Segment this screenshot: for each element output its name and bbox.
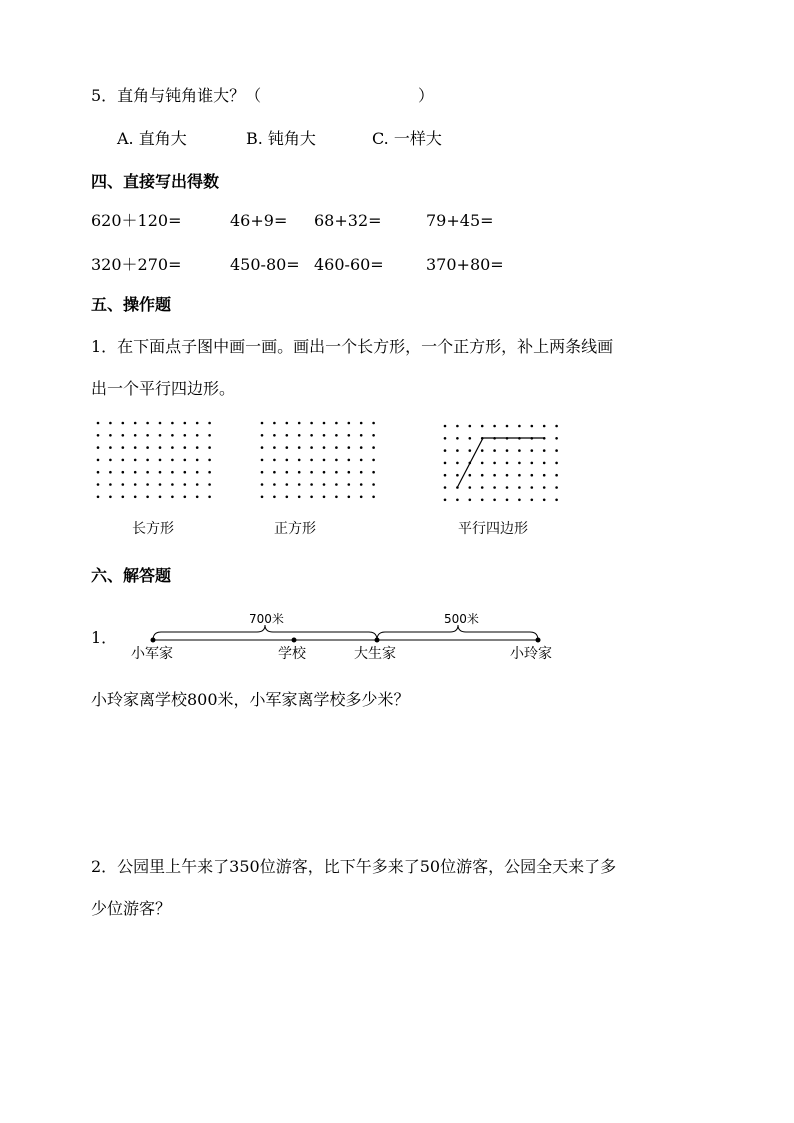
grid-label-square: 正方形 <box>274 521 316 537</box>
q5-option-a: A. 直角大 <box>117 129 187 148</box>
calc-r2-c1: 320＋270= <box>91 255 182 274</box>
brace-right <box>377 625 538 640</box>
brace-left <box>153 625 377 640</box>
calc-r1-c3: 68+32= <box>314 211 382 230</box>
section6-q1-text: 小玲家离学校800米，小军家离学校多少米？ <box>91 690 410 709</box>
section5-q1-line2: 出一个平行四边形。 <box>91 379 236 398</box>
q5-option-c: C. 一样大 <box>372 129 442 148</box>
place-label-xiaojun: 小军家 <box>131 646 173 662</box>
section6-q2-line2: 少位游客？ <box>91 899 172 918</box>
grid-label-parallelogram: 平行四边形 <box>458 521 528 537</box>
point-school <box>292 638 297 643</box>
distance-label-700: 700米 <box>249 612 284 626</box>
section4-title: 四、直接写出得数 <box>91 172 220 191</box>
calc-r1-c2: 46+9= <box>230 211 288 230</box>
calc-r2-c3: 460-60= <box>314 255 384 274</box>
section6-title: 六、解答题 <box>91 566 172 585</box>
distance-label-500: 500米 <box>444 612 479 626</box>
calc-r2-c4: 370+80= <box>426 255 504 274</box>
place-label-xiaoling: 小玲家 <box>510 646 552 662</box>
section5-q1-line1: 1．在下面点子图中画一画。画出一个长方形，一个正方形，补上两条线画 <box>91 337 614 356</box>
calc-r1-c4: 79+45= <box>426 211 494 230</box>
calc-r2-c2: 450-80= <box>230 255 300 274</box>
q5-close-paren: ） <box>418 86 435 105</box>
section6-q2-line1: 2．公园里上午来了350位游客，比下午多来了50位游客，公园全天来了多 <box>91 857 617 876</box>
place-label-dasheng: 大生家 <box>354 646 396 662</box>
q5-text: 5．直角与钝角谁大？（ <box>91 86 262 105</box>
section6-q1-number: 1． <box>91 628 118 647</box>
q5-option-b: B. 钝角大 <box>246 129 316 148</box>
grid-label-rectangle: 长方形 <box>132 521 174 537</box>
place-label-school: 学校 <box>278 646 306 662</box>
calc-r1-c1: 620＋120= <box>91 211 182 230</box>
section5-title: 五、操作题 <box>91 295 172 314</box>
